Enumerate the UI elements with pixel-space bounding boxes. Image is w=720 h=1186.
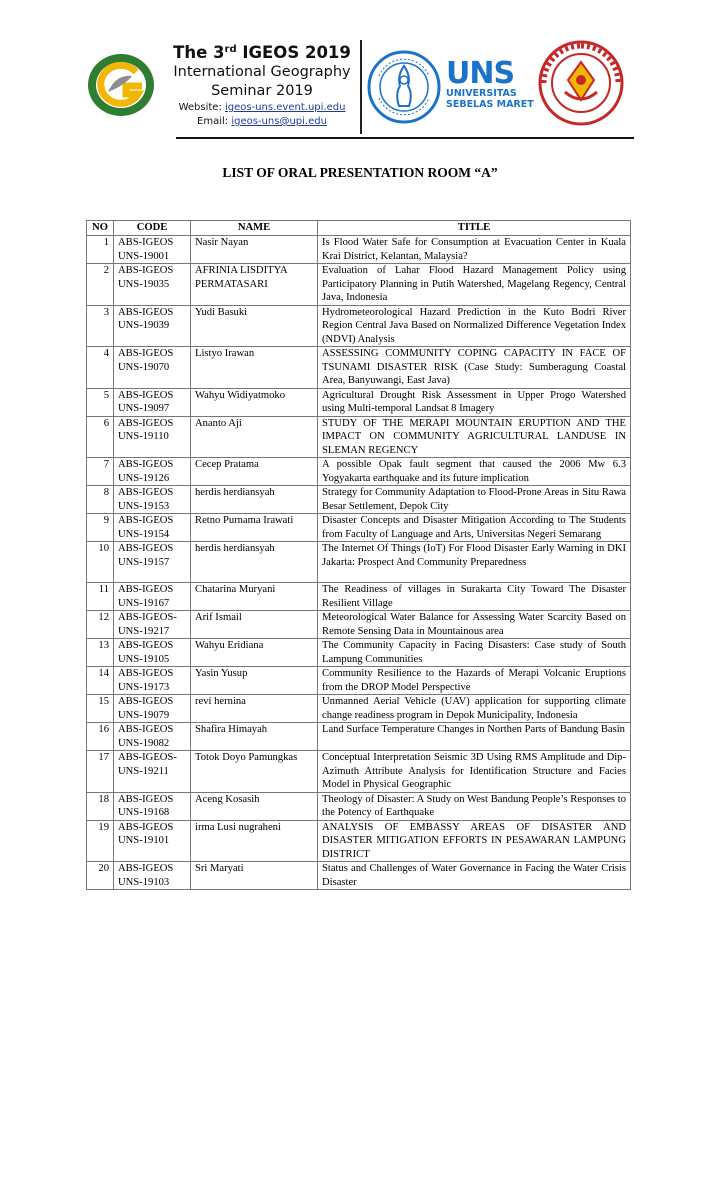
cell-title: Disaster Concepts and Disaster Mitigation According to The Students from Faculty of Language and Arts, Universitas Negeri Semarang [318,514,631,542]
cell-name: herdis herdiansyah [191,542,318,583]
cell-code: ABS-IGEOS UNS-19039 [114,305,191,347]
cell-title: Agricultural Drought Risk Assessment in Upper Progo Watershed using Multi-temporal Landsat 8 Imagery [318,388,631,416]
column-header-title: TITLE [318,221,631,236]
cell-no: 12 [87,611,114,639]
cell-no: 2 [87,264,114,306]
table-row [87,514,631,542]
cell-code: ABS-IGEOS UNS-19153 [114,486,191,514]
cell-name: Yasin Yusup [191,667,318,695]
seminar-subtitle: International Geography [173,64,351,80]
table-row [87,862,631,890]
cell-code: ABS-IGEOS UNS-19070 [114,347,191,389]
cell-title: Unmanned Aerial Vehicle (UAV) application for supporting climate change readiness program in Depok Municipality, Indonesia [318,695,631,723]
cell-no: 11 [87,583,114,611]
cell-name: herdis herdiansyah [191,486,318,514]
table-row [87,264,631,306]
table-row [87,792,631,820]
column-header-no: NO [87,221,114,236]
cell-name: AFRINIA LISDITYA PERMATASARI [191,264,318,306]
upi-seal-icon [538,40,624,126]
table-row [87,486,631,514]
seminar-year: Seminar 2019 [211,83,313,99]
cell-no: 8 [87,486,114,514]
letterhead [0,0,720,140]
table-row [87,820,631,862]
cell-code: ABS-IGEOS UNS-19157 [114,542,191,583]
uns-wordmark [446,56,534,110]
cell-no: 9 [87,514,114,542]
uns-abbreviation: UNS [446,56,515,91]
table-row [87,416,631,458]
cell-name: Totok Doyo Pamungkas [191,751,318,793]
cell-code: ABS-IGEOS UNS-19103 [114,862,191,890]
cell-no: 10 [87,542,114,583]
table-row [87,639,631,667]
cell-no: 20 [87,862,114,890]
cell-title: Theology of Disaster: A Study on West Bandung People’s Responses to the Potency of Earthquake [318,792,631,820]
email-line: Email: igeos-uns@upi.edu [197,116,327,127]
cell-code: ABS-IGEOS UNS-19082 [114,723,191,751]
cell-no: 1 [87,236,114,264]
cell-title: The Readiness of villages in Surakarta City Toward The Disaster Resilient Village [318,583,631,611]
cell-no: 5 [87,388,114,416]
table-row [87,667,631,695]
column-header-code: CODE [114,221,191,236]
cell-name: Shafira Himayah [191,723,318,751]
cell-title: ASSESSING COMMUNITY COPING CAPACITY IN FACE OF TSUNAMI DISASTER RISK (Case Study: Sumberagung Coastal Area, Banyuwangi, East Java) [318,347,631,389]
cell-title: Status and Challenges of Water Governance in Facing the Water Crisis Disaster [318,862,631,890]
cell-name: revi hernina [191,695,318,723]
cell-code: ABS-IGEOS- UNS-19211 [114,751,191,793]
cell-name: Aceng Kosasih [191,792,318,820]
cell-name: Wahyu Widiyatmoko [191,388,318,416]
table-row [87,542,631,583]
seminar-name: The 3rd IGEOS 2019 [173,43,351,62]
table-row [87,583,631,611]
cell-no: 6 [87,416,114,458]
cell-no: 17 [87,751,114,793]
cell-no: 13 [87,639,114,667]
cell-no: 14 [87,667,114,695]
cell-title: The Community Capacity in Facing Disasters: Case study of South Lampung Communities [318,639,631,667]
cell-name: Yudi Basuki [191,305,318,347]
cell-no: 4 [87,347,114,389]
cell-name: Chatarina Muryani [191,583,318,611]
header-rule [176,137,634,139]
cell-code: ABS-IGEOS UNS-19173 [114,667,191,695]
cell-name: Sri Maryati [191,862,318,890]
table-row [87,236,631,264]
cell-name: Ananto Aji [191,416,318,458]
cell-title: Is Flood Water Safe for Consumption at Evacuation Center in Kuala Krai District, Kelantan, Malaysia? [318,236,631,264]
cell-title: Evaluation of Lahar Flood Hazard Management Policy using Participatory Planning in Putih Watershed, Magelang Regency, Central Java, Indonesia [318,264,631,306]
cell-title: Land Surface Temperature Changes in Northen Parts of Bandung Basin [318,723,631,751]
igeos-logo-icon [86,52,156,118]
table-row [87,695,631,723]
cell-code: ABS-IGEOS UNS-19001 [114,236,191,264]
table-row [87,611,631,639]
cell-name: Nasir Nayan [191,236,318,264]
cell-title: ANALYSIS OF EMBASSY AREAS OF DISASTER AND DISASTER MITIGATION EFFORTS IN PESAWARAN LAMPUNG DISTRICT [318,820,631,862]
cell-title: The Internet Of Things (IoT) For Flood Disaster Early Warning in DKI Jakarta: Prospect And Community Preparedness [318,542,631,583]
cell-code: ABS-IGEOS UNS-19097 [114,388,191,416]
cell-code: ABS-IGEOS UNS-19110 [114,416,191,458]
table-header-row [87,221,631,236]
cell-name: Retno Purnama Irawati [191,514,318,542]
cell-no: 19 [87,820,114,862]
cell-code: ABS-IGEOS UNS-19105 [114,639,191,667]
cell-no: 3 [87,305,114,347]
cell-code: ABS-IGEOS UNS-19035 [114,264,191,306]
cell-code: ABS-IGEOS UNS-19101 [114,820,191,862]
cell-code: ABS-IGEOS- UNS-19217 [114,611,191,639]
cell-title: Community Resilience to the Hazards of Merapi Volcanic Eruptions from the DROP Model Perspective [318,667,631,695]
page-title: LIST OF ORAL PRESENTATION ROOM “A” [222,165,498,180]
uns-seal-icon [367,50,441,124]
cell-no: 7 [87,458,114,486]
cell-code: ABS-IGEOS UNS-19168 [114,792,191,820]
uns-name-line2: SEBELAS MARET [446,99,534,110]
cell-title: Conceptual Interpretation Seismic 3D Using RMS Amplitude and Dip-Azimuth Attribute Analysis for Identification Structure and Facies Model in Physical Geographic [318,751,631,793]
seminar-heading [172,40,352,129]
cell-title: Strategy for Community Adaptation to Flood-Prone Areas in Situ Rawa Besar Settlement, Depok City [318,486,631,514]
table-row [87,458,631,486]
cell-name: Wahyu Eridiana [191,639,318,667]
header-divider [360,40,362,134]
cell-name: irma Lusi nugraheni [191,820,318,862]
table-row [87,751,631,793]
cell-no: 18 [87,792,114,820]
website-line: Website: igeos-uns.event.upi.edu [178,102,346,113]
cell-no: 15 [87,695,114,723]
cell-name: Arif Ismail [191,611,318,639]
presentation-table [86,220,631,890]
cell-name: Listyo Irawan [191,347,318,389]
cell-title: Hydrometeorological Hazard Prediction in the Kuto Bodri River Region Central Java Based on Normalized Difference Vegetation Index (NDVI) Analysis [318,305,631,347]
cell-code: ABS-IGEOS UNS-19167 [114,583,191,611]
cell-no: 16 [87,723,114,751]
cell-title: STUDY OF THE MERAPI MOUNTAIN ERUPTION AND THE IMPACT ON COMMUNITY AGRICULTURAL LANDUSE IN SLEMAN REGENCY [318,416,631,458]
table-row [87,723,631,751]
cell-code: ABS-IGEOS UNS-19154 [114,514,191,542]
table-row [87,388,631,416]
cell-title: Meteorological Water Balance for Assessing Water Scarcity Based on Remote Sensing Data in Mountainous area [318,611,631,639]
uns-name-line1: UNIVERSITAS [446,88,517,99]
table-row [87,305,631,347]
cell-code: ABS-IGEOS UNS-19079 [114,695,191,723]
cell-title: A possible Opak fault segment that caused the 2006 Mw 6.3 Yogyakarta earthquake and its future implication [318,458,631,486]
cell-name: Cecep Pratama [191,458,318,486]
email-link[interactable]: igeos-uns@upi.edu [231,116,327,127]
column-header-name: NAME [191,221,318,236]
website-link[interactable]: igeos-uns.event.upi.edu [225,102,346,113]
cell-code: ABS-IGEOS UNS-19126 [114,458,191,486]
table-row [87,347,631,389]
